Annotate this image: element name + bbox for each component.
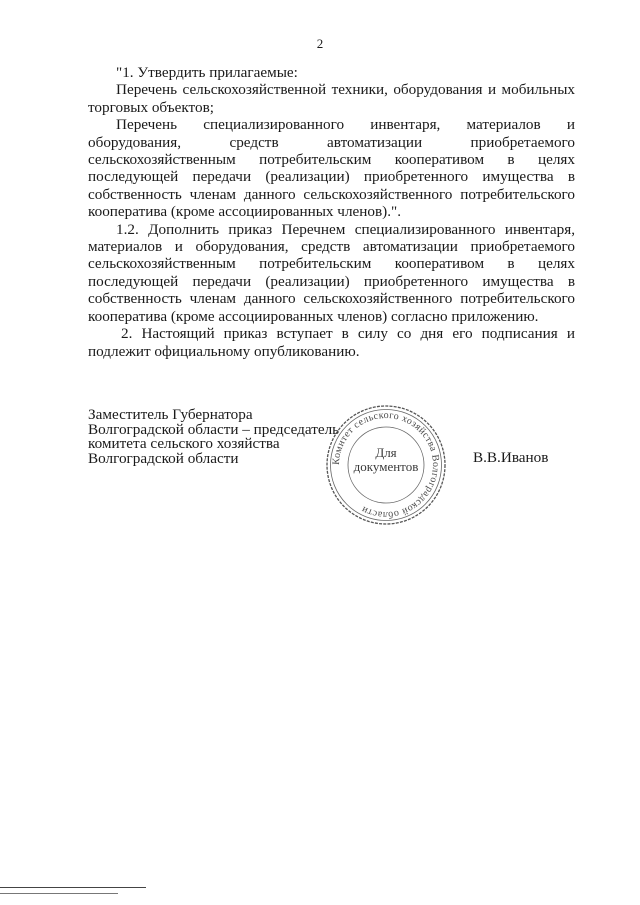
paragraph-list-inventory: Перечень специализированного инвентаря, материалов и оборудования, средств автоматизации приобретаемого сельскохозяйственным потребительским кооперативом в целях последующей передачи (реализации) приобретенного имущества в собственность членам данного сельскохозяйственного потребительского кооператива (кроме ассоциированных членов).".	[88, 116, 575, 221]
signatory-title-line: Волгоградской области	[88, 449, 239, 467]
footer-rule	[0, 893, 118, 894]
official-seal	[324, 403, 448, 527]
footer-rule	[0, 887, 146, 888]
seal-center-text: Для	[375, 445, 397, 460]
signatory-name: В.В.Иванов	[473, 449, 549, 466]
page-number: 2	[316, 36, 324, 51]
seal-ring-text: Комитет сельского хозяйства Волгоградской области	[330, 409, 442, 521]
seal-center-text: документов	[353, 459, 419, 474]
document-body	[88, 64, 575, 360]
signatory-title-line: Заместитель Губернатора	[88, 406, 253, 423]
signatory-title	[88, 408, 339, 466]
paragraph-effective-date: 2. Настоящий приказ вступает в силу со дня его подписания и подлежит официальному опубликованию.	[88, 325, 575, 360]
paragraph-amend-order: 1.2. Дополнить приказ Перечнем специализированного инвентаря, материалов и оборудования, средств автоматизации приобретаемого сельскохозяйственным потребительским кооперативом в целях последующей передачи (реализации) приобретенного имущества в собственность членам данного сельскохозяйственного потребительского кооператива (кроме ассоциированных членов) согласно приложению.	[88, 220, 575, 325]
signatory-title-line: Волгоградской области – председатель	[88, 420, 340, 438]
signatory-title-line: комитета сельского хозяйства	[88, 435, 280, 453]
paragraph-list-equipment: Перечень сельскохозяйственной техники, оборудования и мобильных торговых объектов;	[88, 81, 575, 116]
paragraph-approve: "1. Утвердить прилагаемые:	[116, 64, 298, 81]
